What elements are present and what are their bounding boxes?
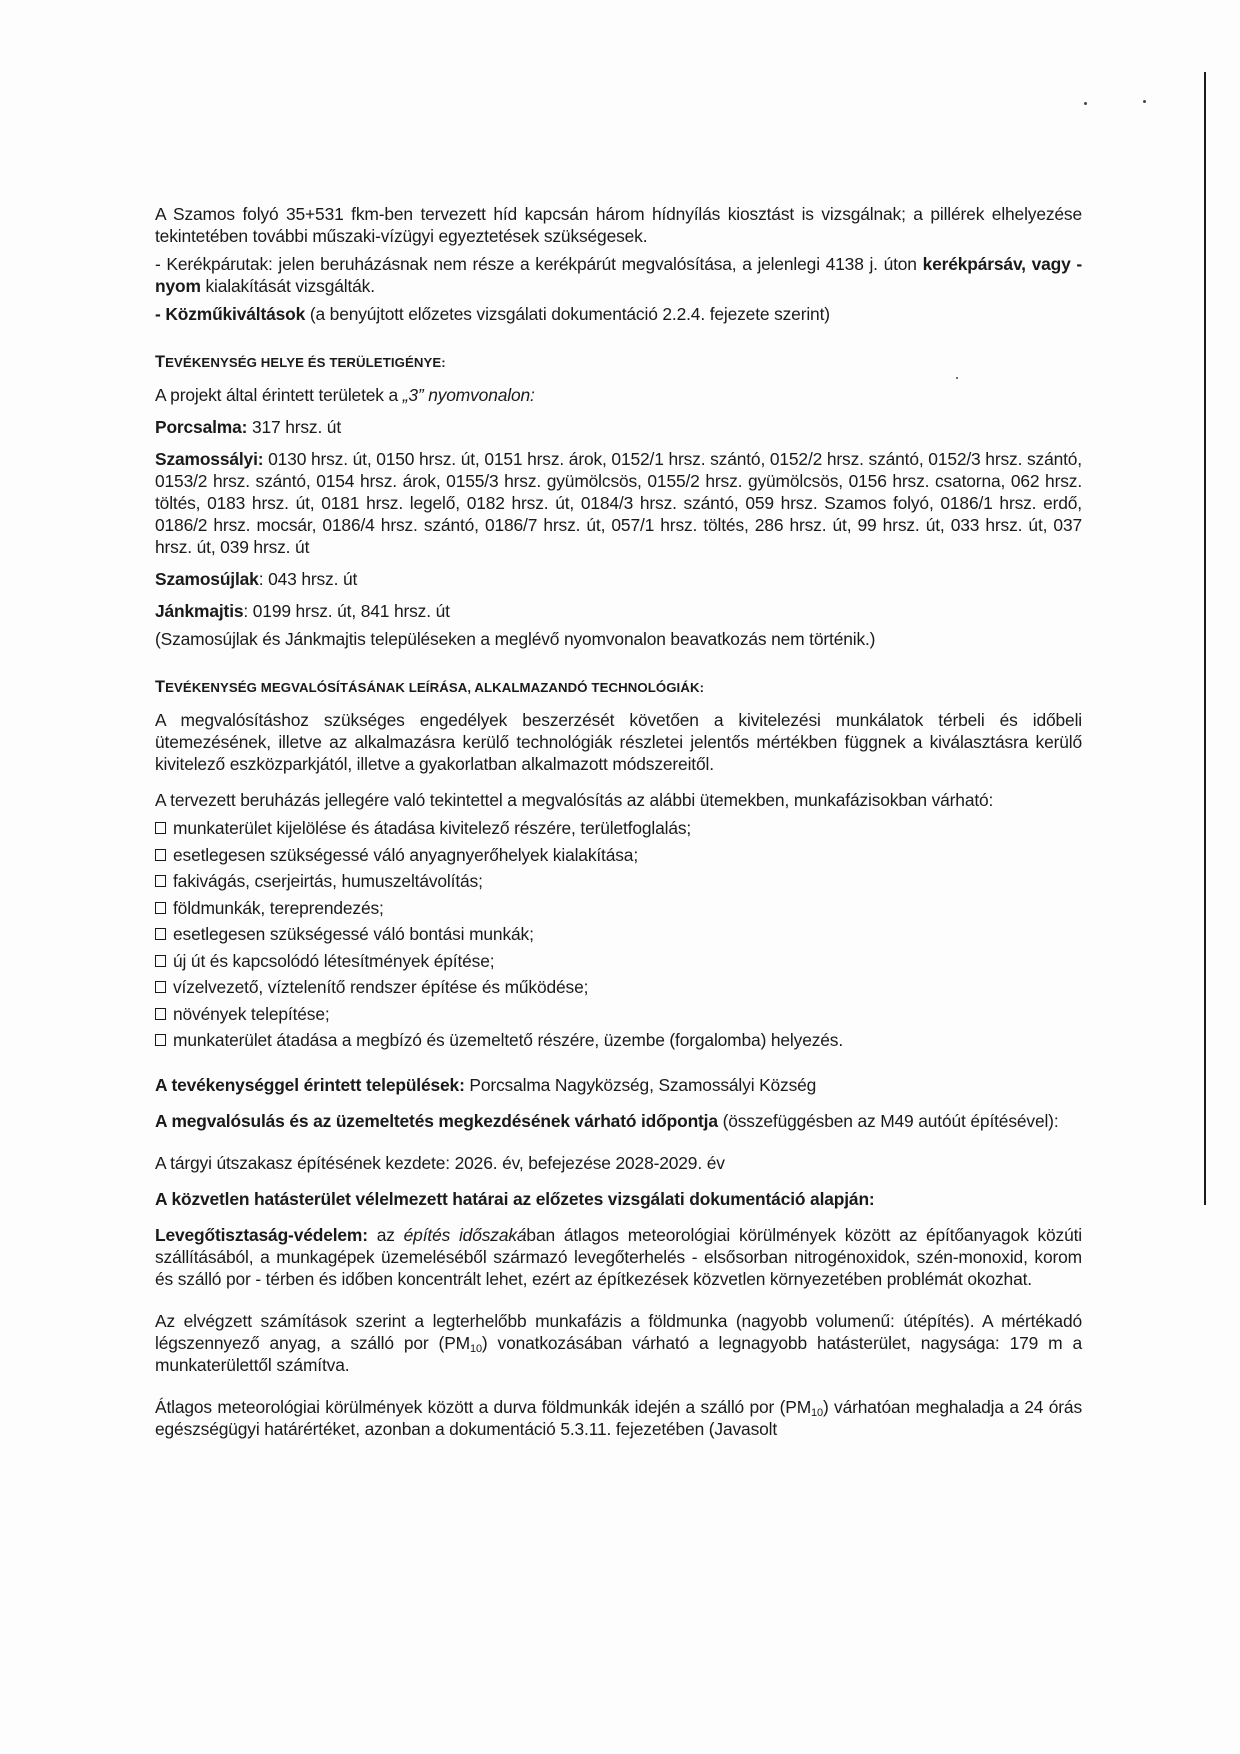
checkbox-icon (155, 849, 166, 861)
average-conditions-paragraph: Átlagos meteorológiai körülmények között a durva földmunkák idején a szálló por $(PM_{10})$ várhatóan meghaladja a 24 órás egészségügyi határértéket, azonban a dokumentáció 5.3.11. fejezetében (Javasolt (155, 1396, 1082, 1439)
bridge-paragraph: A Szamos folyó 35+531 fkm-ben tervezett híd kapcsán három hídnyílás kiosztást is vizsgálnak; a pillérek elhelyezése tekintetében további műszaki-vízügyi egyeztetések szükségesek. (155, 204, 1082, 246)
technology-paragraph-2: A tervezett beruházás jellegére való tekintettel a megvalósítás az alábbi ütemekben, munkafázisokban várható: (155, 790, 994, 810)
affected-settlements: A tevékenységgel érintett települések: Porcsalma Nagyközség, Szamossályi Község (155, 1074, 817, 1095)
parcel-entry-porcsalma: Porcsalma: 317 hrsz. út (155, 417, 342, 437)
timing-detail: A tárgyi útszakasz építésének kezdete: 2026. év, befejezése 2028-2029. év (155, 1152, 725, 1173)
scan-speck (1084, 102, 1087, 105)
location-note: (Szamosújlak és Jánkmajtis településeken a meglévő nyomvonalon beavatkozás nem történik.) (155, 629, 876, 649)
parcel-entry-jankmajtis: Jánkmajtis: 0199 hrsz. út, 841 hrsz. út (155, 601, 450, 621)
calculation-paragraph: Az elvégzett számítások szerint a legterhelőbb munkafázis a földmunka (nagyobb volumenű: útépítés). A mértékadó légszennyező anyag, a szálló por $(PM_{10})$ vonatkozásában várható a legnagyobb hatásterület, nagysága: 179 m a munkaterülettől számítva. (155, 1310, 1082, 1375)
checklist-item: munkaterület átadása a megbízó és üzemeltető részére, üzembe (forgalomba) helyezés. (155, 1027, 1082, 1054)
checklist-item: esetlegesen szükségessé váló anyagnyerőhelyek kialakítása; (155, 842, 1082, 869)
checklist-item: esetlegesen szükségessé váló bontási munkák; (155, 921, 1082, 948)
checklist-item: vízelvezető, víztelenítő rendszer építése és működése; (155, 974, 1082, 1001)
technology-section-heading: TEVÉKENYSÉG MEGVALÓSÍTÁSÁNAK LEÍRÁSA, ALKALMAZANDÓ TECHNOLÓGIÁK: (155, 678, 705, 696)
work-phases-checklist (155, 815, 1082, 1054)
document-body (155, 203, 1082, 1440)
checklist-item: fakivágás, cserjeirtás, humuszeltávolítás; (155, 868, 1082, 895)
checkbox-icon (155, 1034, 166, 1046)
checkbox-icon (155, 981, 166, 993)
checklist-item: új út és kapcsolódó létesítmények építése; (155, 948, 1082, 975)
parcel-entry-szamosujlak: Szamosújlak: 043 hrsz. út (155, 569, 358, 589)
checklist-item: növények telepítése; (155, 1001, 1082, 1028)
utility-paragraph: - Közműkiváltások (a benyújtott előzetes vizsgálati dokumentáció 2.2.4. fejezete szerint) (155, 304, 830, 324)
checklist-item: földmunkák, tereprendezés; (155, 895, 1082, 922)
timing-paragraph: A megvalósulás és az üzemeltetés megkezdésének várható időpontja (összefüggésben az M49 autóút építésével): (155, 1110, 1059, 1131)
checkbox-icon (155, 1008, 166, 1020)
parcel-entry-szamossalyi: Szamossályi: 0130 hrsz. út, 0150 hrsz. út, 0151 hrsz. árok, 0152/1 hrsz. szántó, 0152/2 hrsz. szántó, 0152/3 hrsz. szántó, 0153/2 hrsz. szántó, 0154 hrsz. árok, 0155/3 hrsz. gyümölcsös, 0155/2 hrsz. gyümölcsös, 0156 hrsz. csatorna, 062 hrsz. töltés, 0183 hrsz. út, 0181 hrsz. legelő, 0182 hrsz. út, 0184/3 hrsz. szántó, 059 hrsz. Szamos folyó, 0186/1 hrsz. erdő, 0186/2 hrsz. mocsár, 0186/4 hrsz. szántó, 0186/7 hrsz. út, 057/1 hrsz. töltés, 286 hrsz. út, 99 hrsz. út, 033 hrsz. út, 037 hrsz. út, 039 hrsz. út (155, 449, 1082, 557)
scan-speck (1143, 100, 1146, 103)
location-section-heading: TEVÉKENYSÉG HELYE ÉS TERÜLETIGÉNYE: (155, 353, 446, 371)
margin-vertical-line (1204, 72, 1206, 1205)
air-quality-paragraph: Levegőtisztaság-védelem: az építés időszakában átlagos meteorológiai körülmények között az építőanyagok közúti szállításából, a munkagépek üzemeléséből származó levegőterhelés - elsősorban nitrogénoxidok, szén-monoxid, korom és szálló por - térben és időben koncentrált lehet, ezért az építkezések közvetlen környezetében problémát okozhat. (155, 1224, 1083, 1289)
checkbox-icon (155, 822, 166, 834)
checkbox-icon (155, 955, 166, 967)
checklist-item: munkaterület kijelölése és átadása kivitelező részére, területfoglalás; (155, 815, 1082, 842)
checkbox-icon (155, 875, 166, 887)
impact-area-heading: A közvetlen hatásterület vélelmezett határai az előzetes vizsgálati dokumentáció alapján: (155, 1188, 875, 1209)
checkbox-icon (155, 902, 166, 914)
checkbox-icon (155, 928, 166, 940)
location-lead: A projekt által érintett területek a „3” nyomvonalon: (155, 385, 535, 405)
bike-paths-paragraph: - Kerékpárutak: jelen beruházásnak nem része a kerékpárút megvalósítása, a jelenlegi 4138 j. úton kerékpársáv, vagy -nyom kialakítását vizsgálták. (155, 254, 1082, 296)
technology-paragraph-1: A megvalósításhoz szükséges engedélyek beszerzését követően a kivitelezési munkálatok térbeli és időbeli ütemezésének, illetve az alkalmazásra kerülő technológiák részletei jelentős mértékben függnek a kiválasztásra kerülő kivitelező eszközparkjától, illetve a gyakorlatban alkalmazott módszereitől. (155, 710, 1082, 774)
